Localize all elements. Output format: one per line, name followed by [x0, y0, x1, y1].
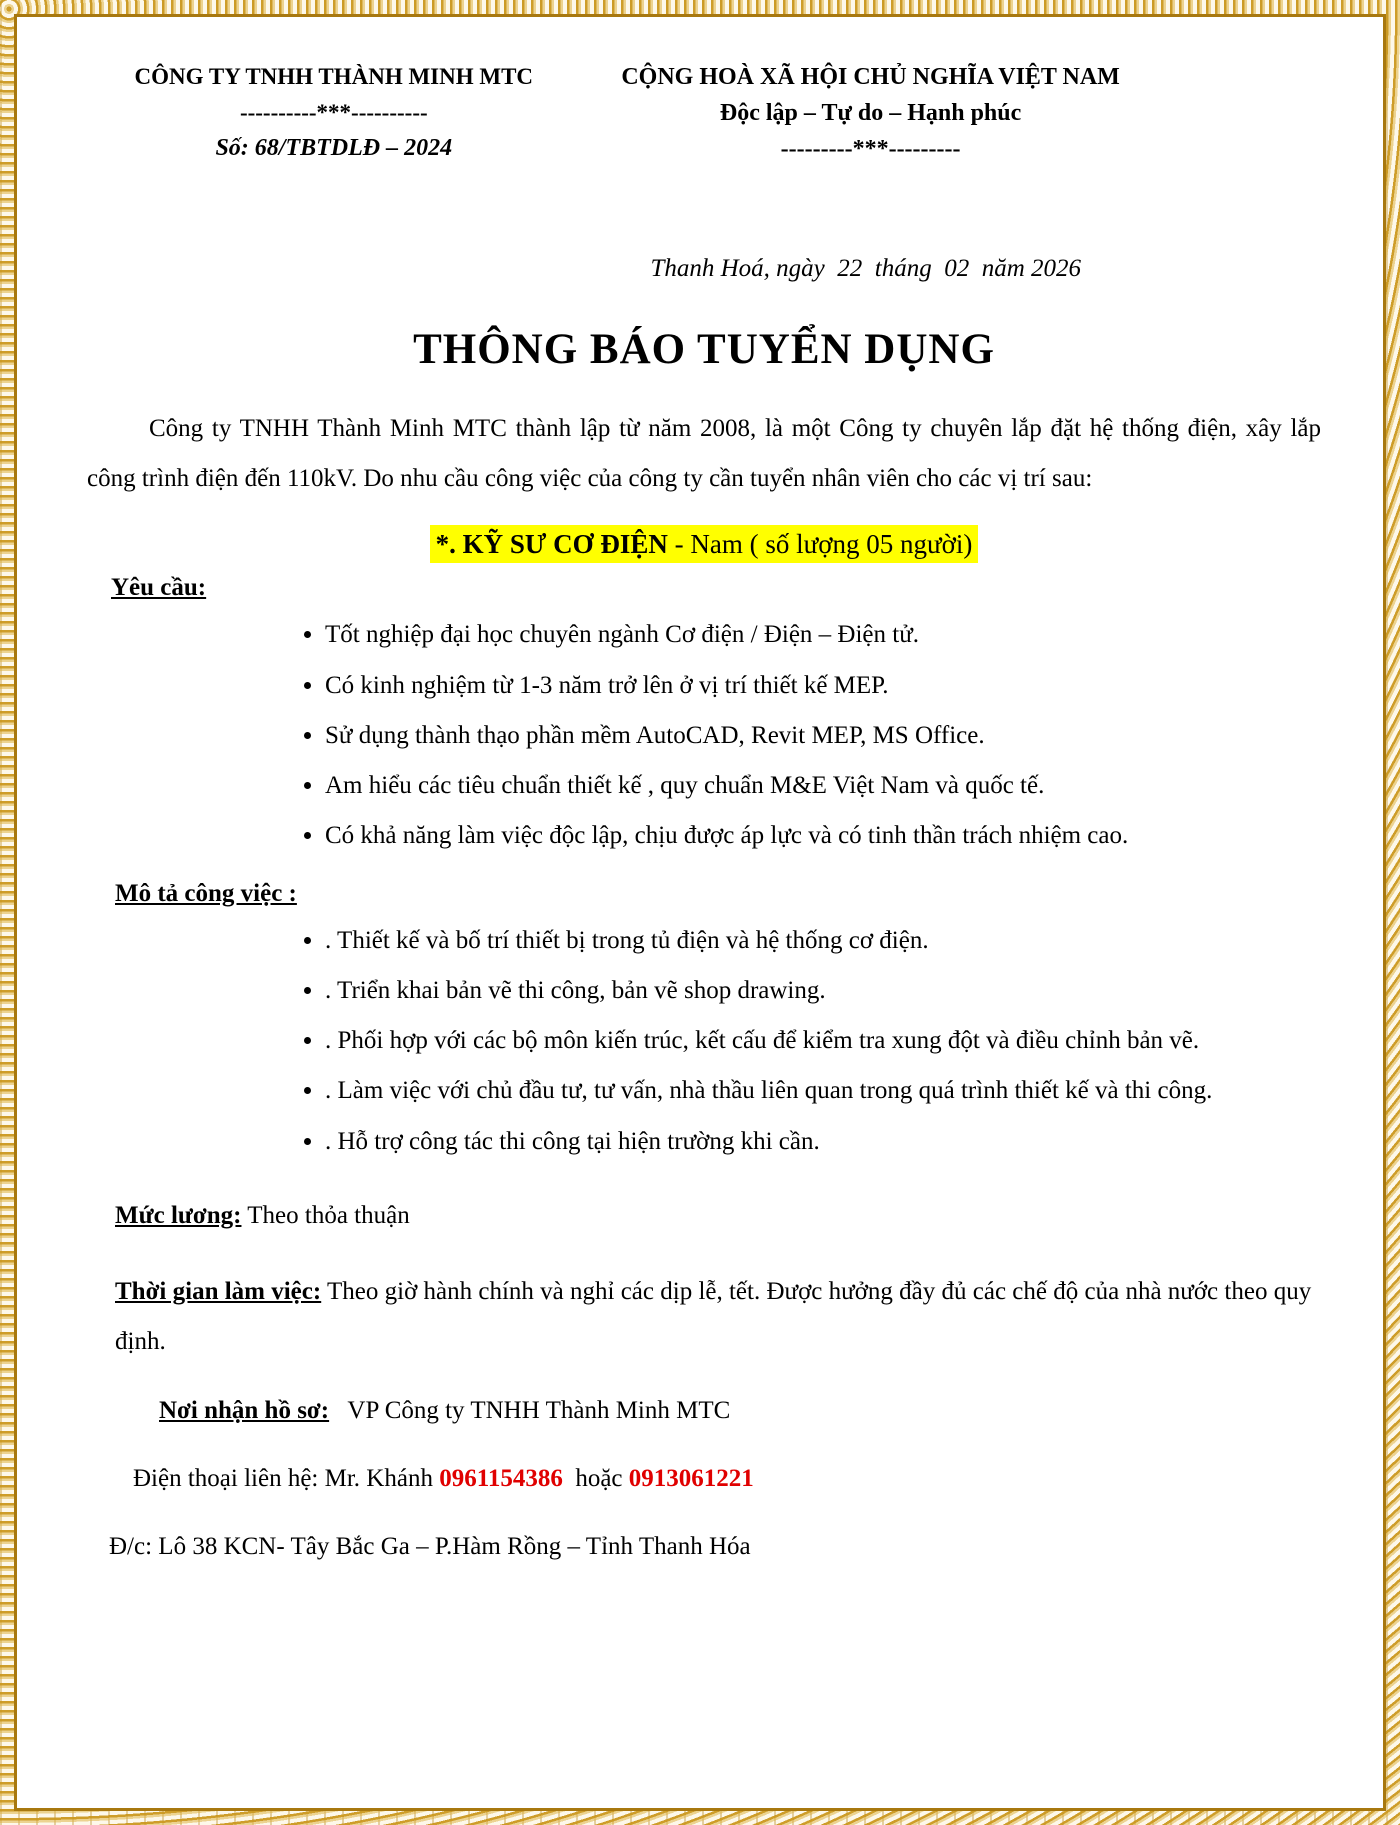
- national-header-block: [581, 59, 1161, 167]
- contact-middle: hoặc: [562, 1464, 629, 1492]
- salary-value: Theo thỏa thuận: [241, 1201, 410, 1229]
- job-description-item: • . Hỗ trợ công tác thi công tại hiện trường khi cần.: [325, 1119, 1321, 1165]
- address-line: Đ/c: Lô 38 KCN- Tây Bắc Ga – P.Hàm Rồng – Tỉnh Thanh Hóa: [109, 1532, 751, 1560]
- intro-paragraph: Công ty TNHH Thành Minh MTC thành lập từ năm 2008, là một Công ty chuyên lắp đặt hệ thống điện, xây lắp công trình điện đến 110kV. Do nhu cầu công việc của công ty cần tuyển nhân viên cho các vị trí sau:: [87, 415, 1321, 493]
- job-description-heading: Mô tả công việc :: [115, 879, 297, 907]
- national-motto: Độc lập – Tự do – Hạnh phúc: [719, 100, 1022, 126]
- company-header-block: [87, 59, 581, 167]
- working-time-line: [115, 1267, 1321, 1367]
- company-name: CÔNG TY TNHH THÀNH MINH MTC: [134, 64, 534, 89]
- requirement-item: • Có khả năng làm việc độc lập, chịu được áp lực và có tinh thần trách nhiệm cao.: [325, 813, 1321, 859]
- date-line: Thanh Hoá, ngày 22 tháng 02 năm 2026: [650, 255, 1081, 283]
- job-description-item: • . Làm việc với chủ đầu tư, tư vấn, nhà thầu liên quan trong quá trình thiết kế và thi công.: [325, 1068, 1321, 1114]
- application-label: Nơi nhận hồ sơ:: [159, 1396, 330, 1424]
- salary-line: [115, 1191, 1321, 1241]
- application-line: [159, 1397, 1321, 1425]
- position-highlight: [430, 525, 979, 563]
- requirement-item: • Có kinh nghiệm từ 1-3 năm trở lên ở vị trí thiết kế MEP.: [325, 663, 1321, 709]
- position-detail: - Nam ( số lượng 05 người): [667, 529, 973, 560]
- contact-line: [133, 1465, 1321, 1493]
- document-page: [14, 14, 1386, 1811]
- working-time-value: Theo giờ hành chính và nghỉ các dịp lễ, tết. Được hưởng đầy đủ các chế độ của nhà nước theo quy định.: [115, 1277, 1318, 1355]
- application-value: VP Công ty TNHH Thành Minh MTC: [329, 1396, 731, 1424]
- job-description-item: • . Triển khai bản vẽ thi công, bản vẽ shop drawing.: [325, 968, 1321, 1014]
- salary-label: Mức lương:: [115, 1201, 242, 1229]
- requirement-item: • Sử dụng thành thạo phần mềm AutoCAD, Revit MEP, MS Office.: [325, 713, 1321, 759]
- document-title: THÔNG BÁO TUYỂN DỤNG: [413, 326, 995, 374]
- national-title: CỘNG HOÀ XÃ HỘI CHỦ NGHĨA VIỆT NAM: [621, 64, 1120, 90]
- working-time-label: Thời gian làm việc:: [115, 1277, 322, 1305]
- job-description-item: • . Thiết kế và bố trí thiết bị trong tủ điện và hệ thống cơ điện.: [325, 918, 1321, 964]
- requirement-item: • Am hiểu các tiêu chuẩn thiết kế , quy chuẩn M&E Việt Nam và quốc tế.: [325, 763, 1321, 809]
- document-header: [87, 59, 1321, 167]
- document-ref-number: Số: 68/TBTDLĐ – 2024: [215, 135, 453, 162]
- requirements-list: [87, 612, 1321, 859]
- header-right-divider: ---------***---------: [780, 136, 961, 162]
- contact-phone-2: 0913061221: [628, 1464, 754, 1492]
- position-title: *. KỸ SƯ CƠ ĐIỆN: [435, 529, 668, 560]
- job-description-item: • . Phối hợp với các bộ môn kiến trúc, kết cấu để kiểm tra xung đột và điều chỉnh bản vẽ.: [325, 1018, 1321, 1064]
- contact-phone-1: 0961154386: [439, 1464, 563, 1492]
- header-left-divider: ----------***----------: [239, 99, 428, 125]
- contact-prefix: Điện thoại liên hệ: Mr. Khánh: [133, 1464, 440, 1492]
- requirement-item: • Tốt nghiệp đại học chuyên ngành Cơ điện / Điện – Điện tử.: [325, 612, 1321, 658]
- requirements-heading: Yêu cầu:: [111, 574, 207, 602]
- position-line: [87, 529, 1321, 560]
- job-description-list: [87, 918, 1321, 1165]
